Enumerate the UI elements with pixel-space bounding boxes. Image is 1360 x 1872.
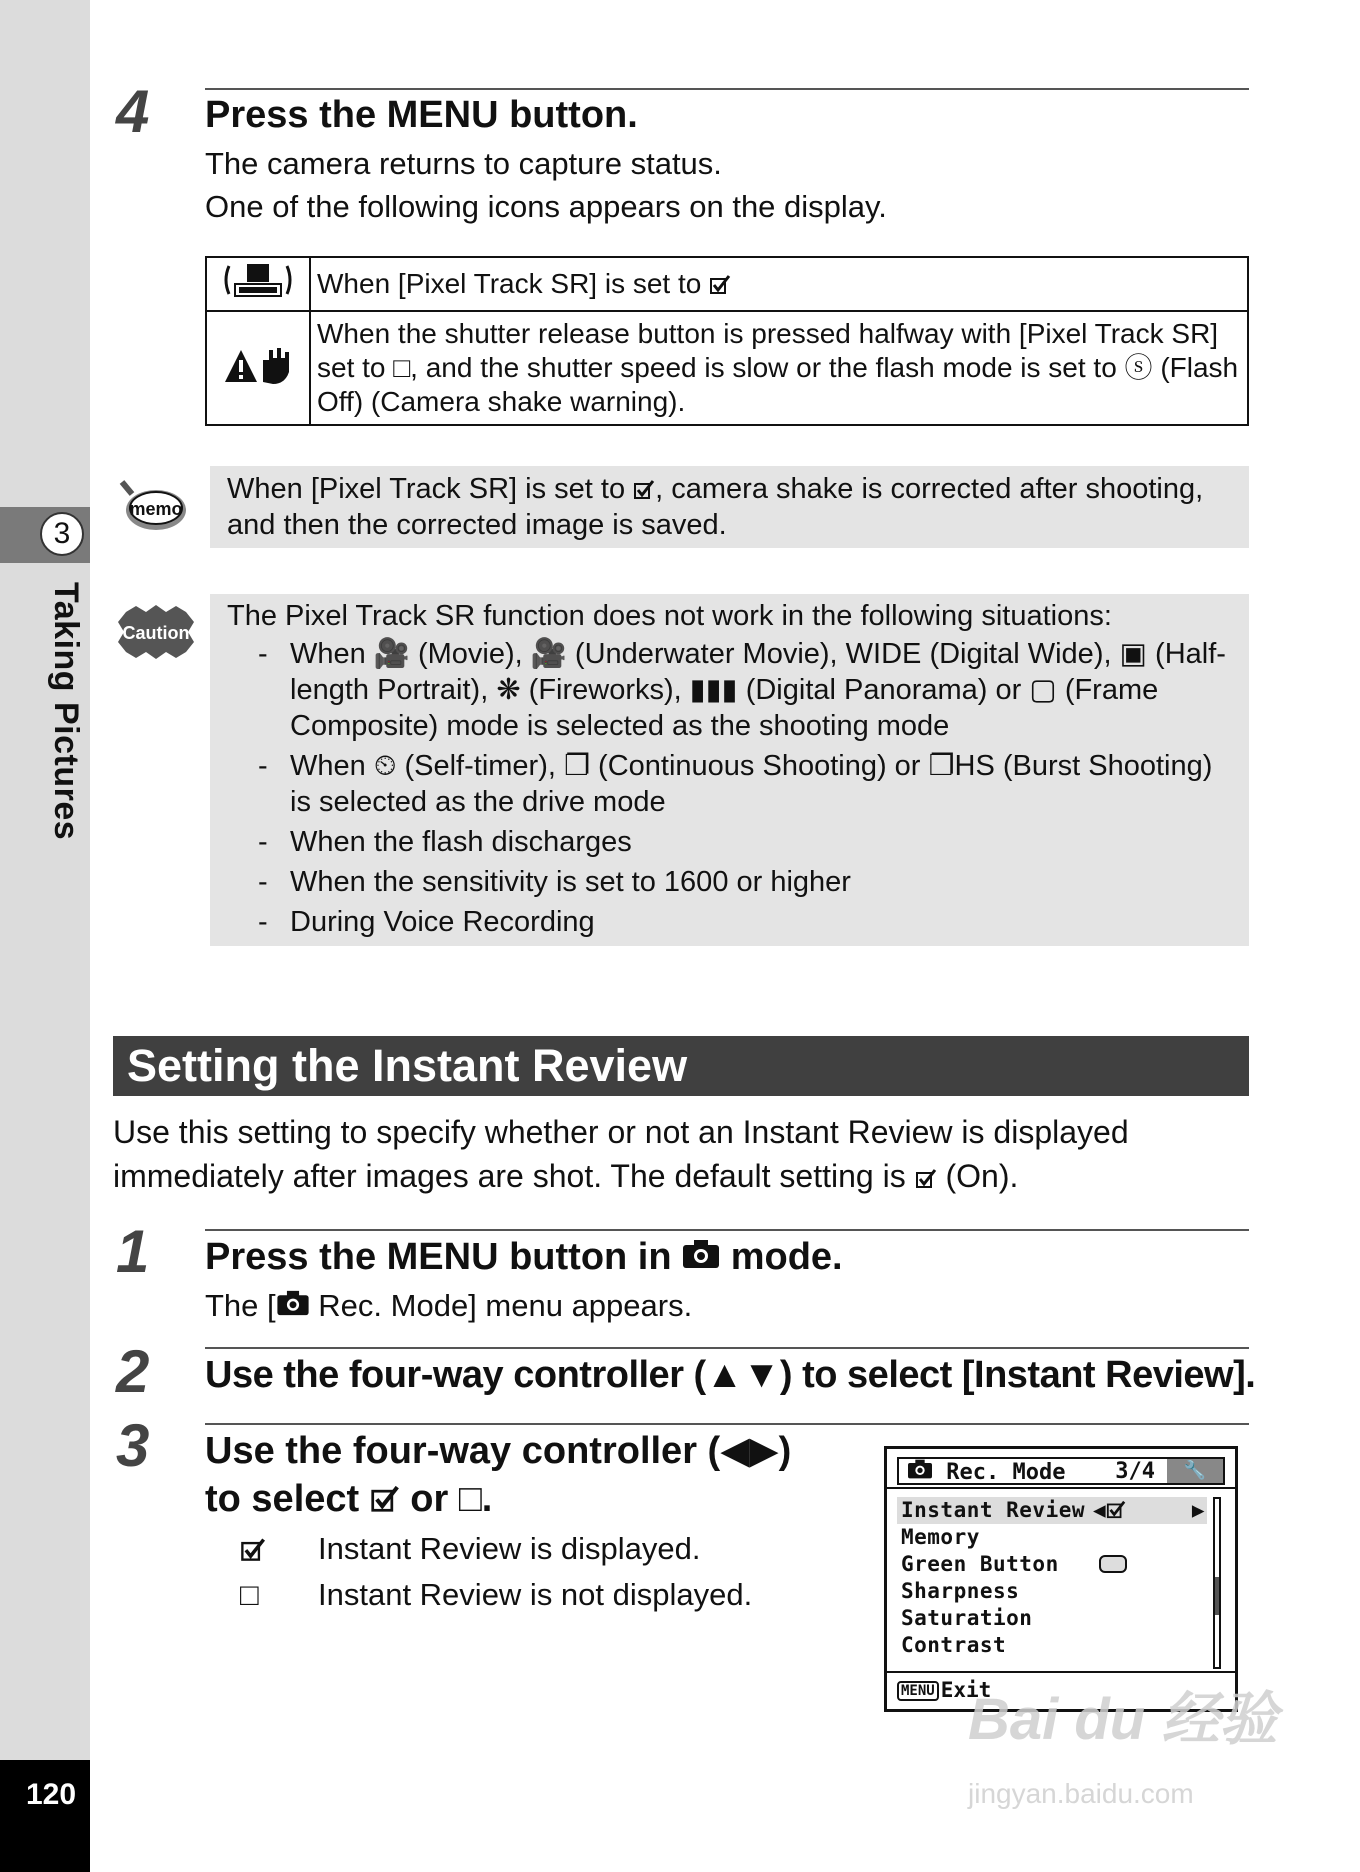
caution-icon <box>116 604 196 660</box>
pixel-track-auto-icon <box>206 257 310 311</box>
option-on-text: Instant Review is displayed. <box>318 1531 701 1566</box>
option-off-text: Instant Review is not displayed. <box>318 1577 753 1612</box>
shake-warning-icon <box>206 311 310 425</box>
memo-text: When [Pixel Track SR] is set to , camera shake is corrected after shooting, and then the corrected image is saved. <box>227 473 1204 541</box>
icon-table-row1: When [Pixel Track SR] is set to <box>310 257 1248 311</box>
section-heading: Setting the Instant Review <box>113 1036 1249 1096</box>
camera-icon <box>907 1459 933 1479</box>
caution-item: - When ⏲ (Self-timer), ❐ (Continuous Shooting) or ❐HS (Burst Shooting) is selected as the drive mode <box>258 748 1238 820</box>
step1-title: Press the MENU button in mode. <box>205 1236 843 1278</box>
caution-item: - When 🎥 (Movie), 🎥 (Underwater Movie), WIDE (Digital Wide), ▣ (Half-length Portrait), ❋ (Fireworks), ▮▮▮ (Digital Panorama) or ▢ (Frame Composite) mode is selected as the shooting mode <box>258 636 1238 744</box>
watermark-logo: Bai du 经验 <box>968 1687 1278 1752</box>
section-intro: Use this setting to specify whether or not an Instant Review is displayed immediately after images are shot. The default setting is (On). <box>113 1114 1129 1194</box>
lcd-header-page: 3/4 <box>1115 1459 1155 1484</box>
step3-rule <box>205 1423 1249 1425</box>
option-off-icon: □ <box>240 1577 259 1612</box>
chapter-sidebar <box>0 0 90 1872</box>
icon-table <box>205 256 1249 426</box>
lcd-row-instant-review[interactable]: Instant Review ◀ ▶ <box>897 1497 1207 1524</box>
checkmark-icon <box>633 478 655 500</box>
caution-item: - When the flash discharges <box>258 824 1238 860</box>
step4-line1: The camera returns to capture status. <box>205 146 722 181</box>
watermark-url: jingyan.baidu.com <box>968 1778 1194 1809</box>
memo-icon <box>118 478 188 534</box>
lcd-header-title: Rec. Mode <box>907 1459 1065 1486</box>
step1-number: 1 <box>116 1218 150 1285</box>
step4-title: Press the MENU button. <box>205 94 638 136</box>
checkmark-icon <box>1106 1499 1126 1519</box>
caution-list <box>258 636 1238 944</box>
icon-table-row2: When the shutter release button is pressed halfway with [Pixel Track SR] set to □, and the shutter speed is slow or the flash mode is set to ⓢ (Flash Off) (Camera shake warning). <box>310 311 1248 425</box>
step1-rule <box>205 1229 1249 1231</box>
step3-number: 3 <box>116 1412 150 1479</box>
lcd-row-sharpness[interactable]: Sharpness <box>901 1579 1020 1603</box>
right-arrow-icon: ▶ <box>1191 1498 1205 1522</box>
step2-number: 2 <box>116 1338 150 1405</box>
step2-title: Use the four-way controller (▲▼) to select [Instant Review]. <box>205 1354 1256 1396</box>
wrench-icon: 🔧 <box>1167 1459 1223 1483</box>
chapter-number: 3 <box>40 512 84 556</box>
step2-rule <box>205 1347 1249 1349</box>
step4-number: 4 <box>116 78 150 145</box>
caution-item: - When the sensitivity is set to 1600 or higher <box>258 864 1238 900</box>
checkmark-icon <box>709 273 731 295</box>
chapter-title: Taking Pictures <box>47 582 85 841</box>
lcd-row-saturation[interactable]: Saturation <box>901 1606 1033 1630</box>
camera-icon <box>276 1290 310 1316</box>
checkmark-icon <box>370 1483 400 1513</box>
green-button-icon <box>1099 1555 1127 1573</box>
checkmark-icon <box>240 1536 266 1562</box>
lcd-row-memory[interactable]: Memory <box>901 1525 980 1549</box>
lcd-divider <box>887 1487 1235 1489</box>
step1-sub: The [ Rec. Mode] menu appears. <box>205 1288 693 1323</box>
lcd-value-selector: ◀ <box>1093 1497 1126 1517</box>
menu-key-icon: MENU <box>897 1681 939 1701</box>
caution-item: - During Voice Recording <box>258 904 1238 940</box>
svg-text:memo: memo <box>129 499 183 519</box>
lcd-row-green-button[interactable]: Green Button <box>897 1551 1207 1578</box>
step4-rule <box>205 88 1249 90</box>
lcd-row-contrast[interactable]: Contrast <box>901 1633 1007 1657</box>
step4-line2: One of the following icons appears on the display. <box>205 189 887 224</box>
lcd-footer: MENU Exit <box>897 1677 991 1704</box>
svg-text:Caution: Caution <box>122 623 190 643</box>
lcd-header <box>897 1457 1225 1485</box>
lcd-scrollbar[interactable] <box>1213 1497 1221 1669</box>
step3-title-line1: Use the four-way controller (◀▶) <box>205 1430 792 1472</box>
checkmark-icon <box>915 1167 937 1189</box>
page-number: 120 <box>0 1760 90 1872</box>
step3-title-line2: to select or □. <box>205 1478 493 1520</box>
caution-intro: The Pixel Track SR function does not work in the following situations: <box>227 600 1112 632</box>
camera-icon <box>682 1239 720 1269</box>
